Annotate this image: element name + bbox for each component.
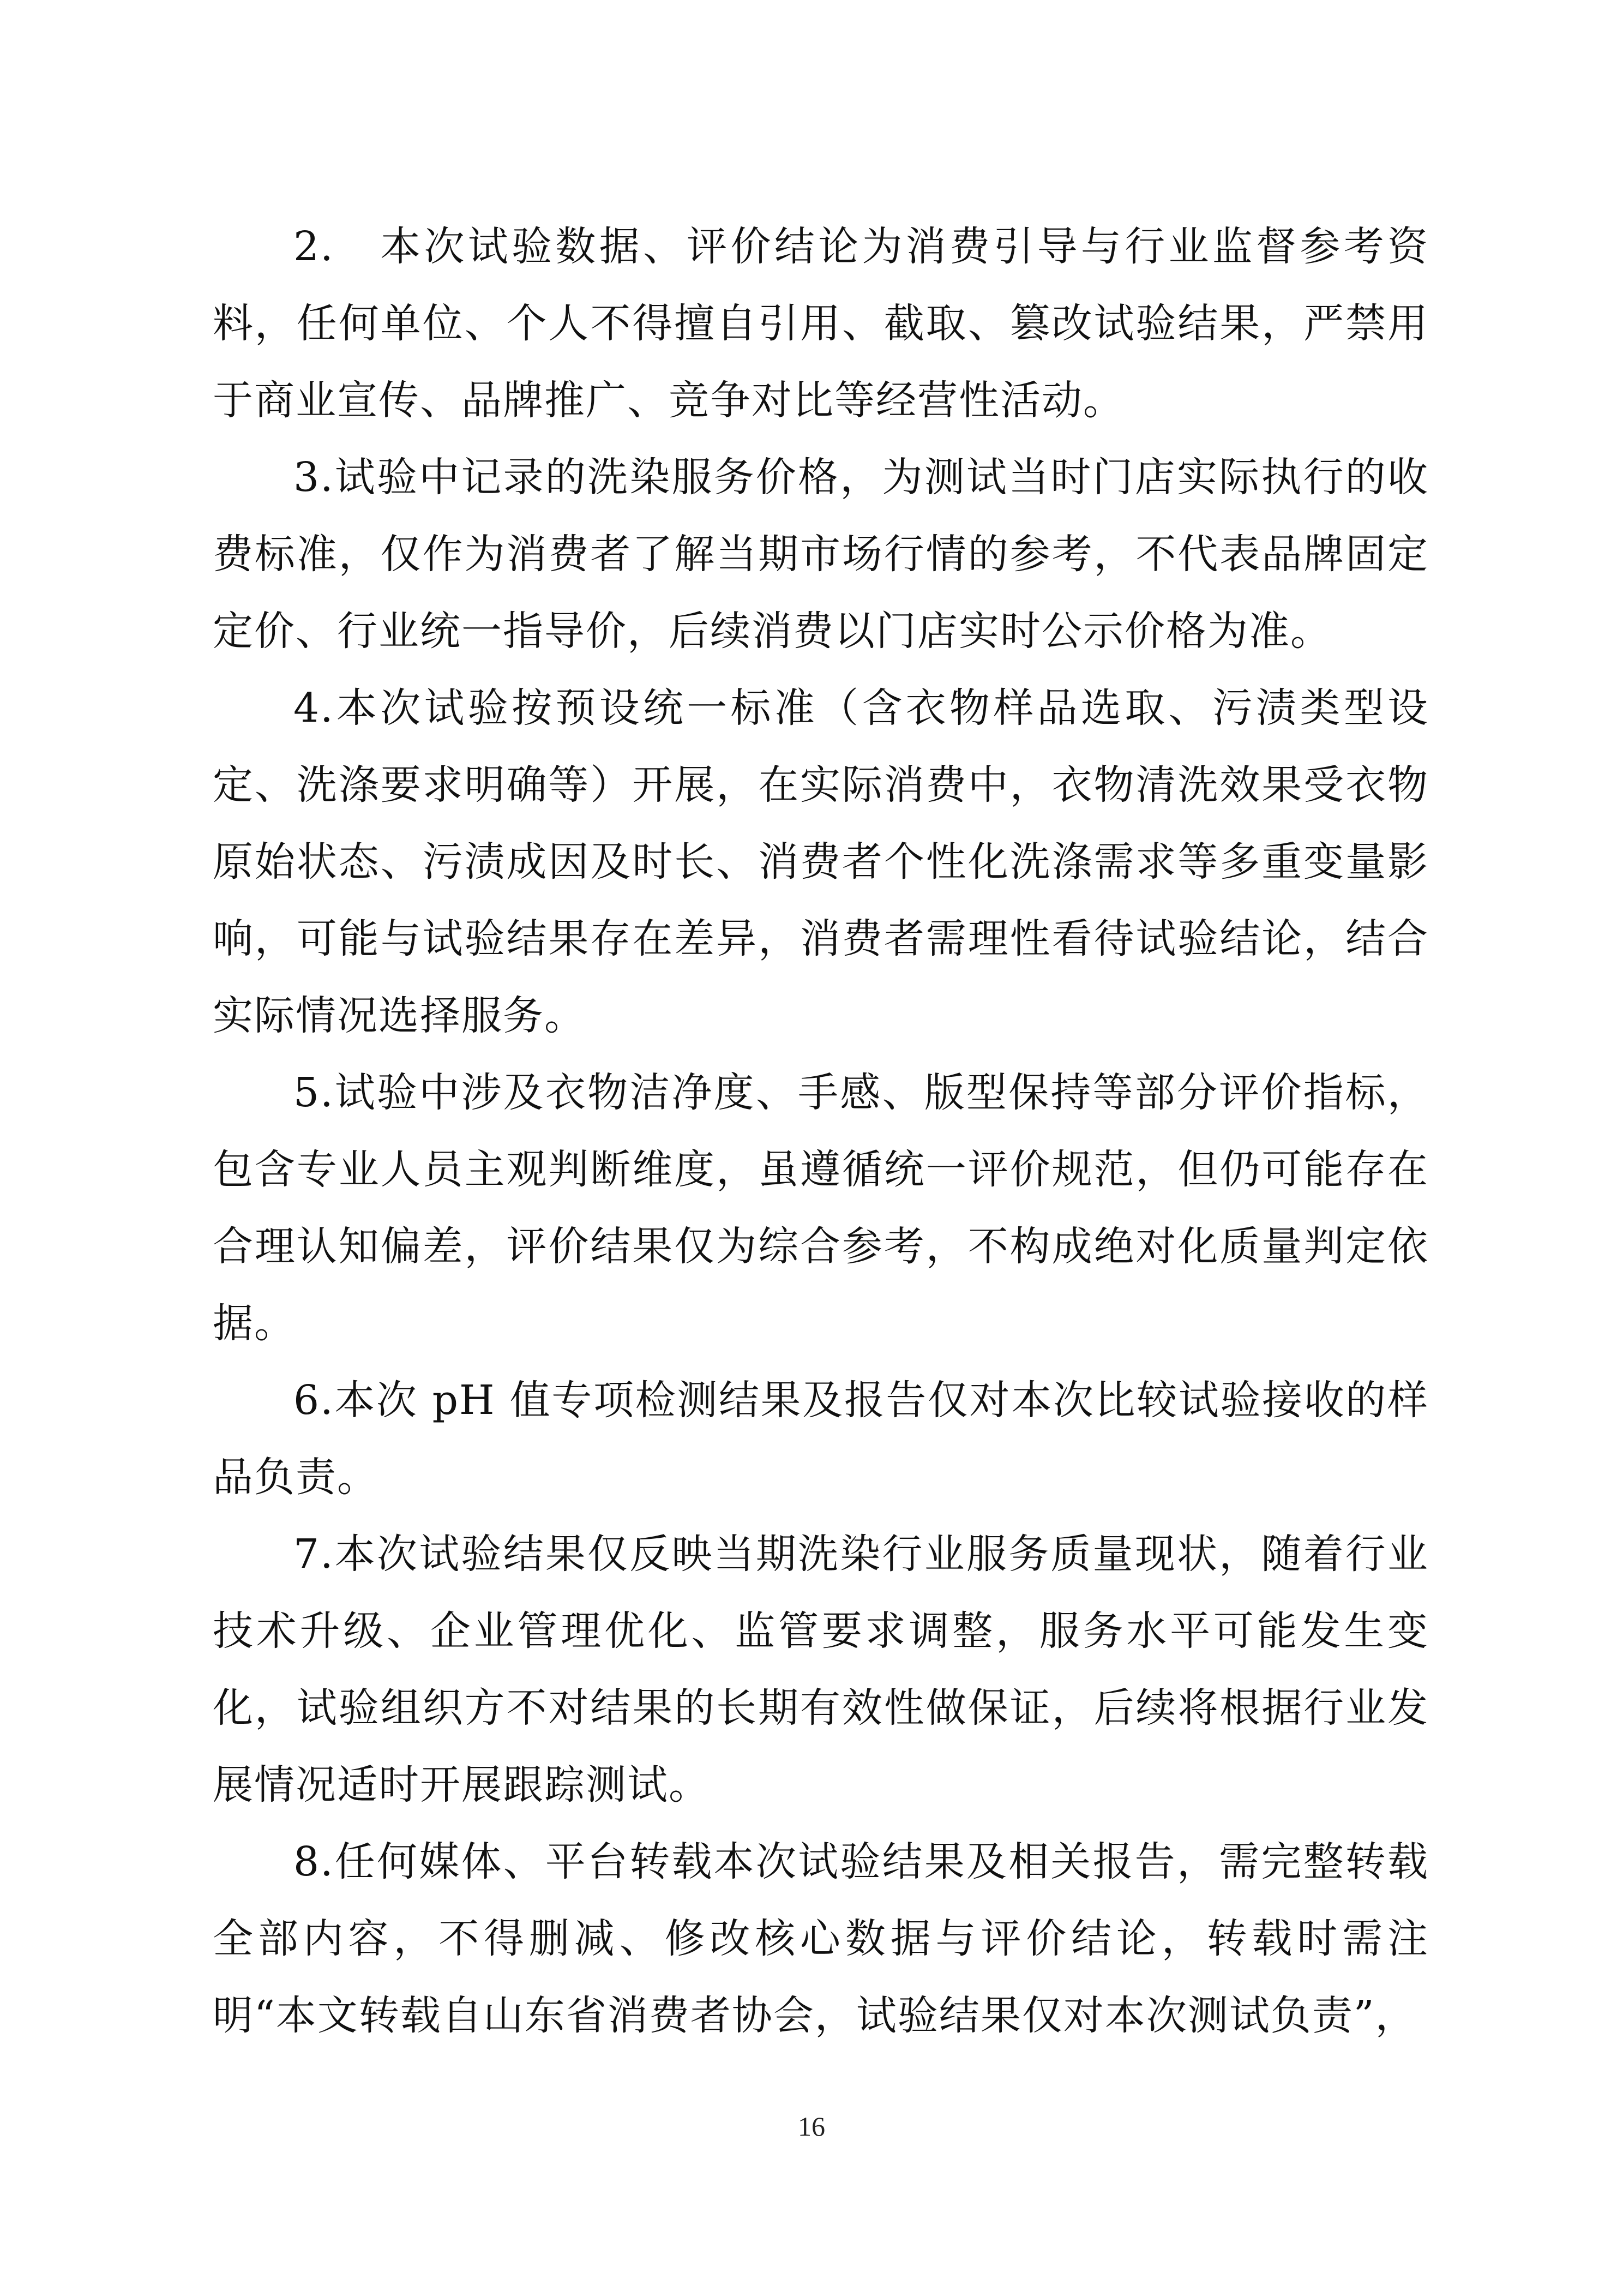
paragraph-item-2: 2. 本次试验数据、评价结论为消费引导与行业监督参考资料，任何单位、个人不得擅自引用、截取、篡改试验结果，严禁用于商业宣传、品牌推广、竞争对比等经营性活动。 [213,223,1429,424]
paragraph-item-5: 5.试验中涉及衣物洁净度、手感、版型保持等部分评价指标，包含专业人员主观判断维度，虽遵循统一评价规范，但仍可能存在合理认知偏差，评价结果仅为综合参考，不构成绝对化质量判定依据。 [213,1069,1429,1347]
document-body [213,208,1429,2054]
paragraph-item-3: 3.试验中记录的洗染服务价格，为测试当时门店实际执行的收费标准，仅作为消费者了解当期市场行情的参考，不代表品牌固定定价、行业统一指导价，后续消费以门店实时公示价格为准。 [213,454,1429,655]
page-number: 16 [798,2111,825,2142]
paragraph-item-7: 7.本次试验结果仅反映当期洗染行业服务质量现状，随着行业技术升级、企业管理优化、监管要求调整，服务水平可能发生变化，试验组织方不对结果的长期有效性做保证，后续将根据行业发展情况适时开展跟踪测试。 [213,1531,1429,1808]
paragraph-item-4: 4.本次试验按预设统一标准（含衣物样品选取、污渍类型设定、洗涤要求明确等）开展，在实际消费中，衣物清洗效果受衣物原始状态、污渍成因及时长、消费者个性化洗涤需求等多重变量影响，可能与试验结果存在差异，消费者需理性看待试验结论，结合实际情况选择服务。 [213,685,1429,1039]
paragraph-item-8: 8.任何媒体、平台转载本次试验结果及相关报告，需完整转载全部内容，不得删减、修改核心数据与评价结论，转载时需注明“本文转载自山东省消费者协会，试验结果仅对本次测试负责”， [213,1838,1429,2039]
paragraph-item-6: 6.本次 pH 值专项检测结果及报告仅对本次比较试验接收的样品负责。 [213,1377,1429,1501]
